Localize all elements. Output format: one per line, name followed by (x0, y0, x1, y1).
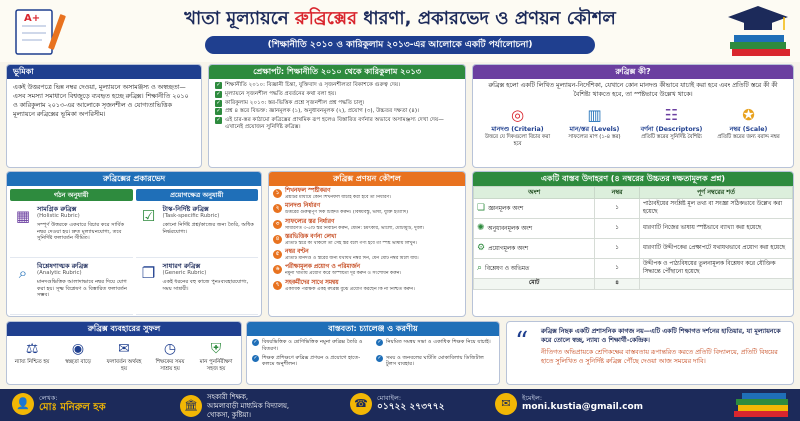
types-by-application (136, 189, 259, 315)
background-card (208, 64, 466, 168)
process-title: রুব্রিক্স প্রণয়ন কৌশল (269, 172, 465, 186)
check-icon: ✓ (253, 339, 258, 345)
puzzle-icon: ▦ (15, 207, 31, 225)
gear-icon: ⚙ (477, 242, 486, 253)
book-icon: ❏ (477, 202, 486, 213)
table-row: ❏ জ্ঞানমূলক অংশ ১ পাঠ্যবইয়ের সংশ্লিষ্ট মূল তথ্য বা সংজ্ঞা সঠিকভাবে উল্লেখ করা হয়েছে (474, 199, 793, 219)
process-step: ৪ স্তরভিত্তিক বর্ণনা লেখা প্রতিটি স্তরে কী থাকলে তা সেই স্তর বলে গণ্য হবে তা স্পষ্ট ভাষায় লিখুন। (273, 234, 461, 249)
phone-icon: ☎ (350, 393, 372, 415)
footer-author: 👤 লেখক: মোঃ মনিরুল হক (12, 393, 106, 415)
list-item: ✓ নিয়মিত সমন্বয় সভা ও একাধিক শিক্ষক নিয়ে যাচাই। (377, 339, 491, 345)
generic-icon: ❐ (141, 264, 156, 282)
example-table (473, 186, 793, 290)
check-icon: ✓ (216, 99, 221, 106)
rubric-types-card (6, 171, 262, 317)
building-icon: 🏛 (180, 395, 202, 417)
table-row: ⚙ প্রয়োগমূলক অংশ ১ ধারণাটি উদ্দীপকের প্রেক্ষাপটে যথাযথভাবে প্রয়োগ করা হয়েছে (474, 239, 793, 259)
list-item: ✓ সময় ও জনবলের ঘাটতি মোকাবিলায় ডিজিটাল টুলস ব্যবহার। (377, 354, 484, 368)
email-icon: ✉ (495, 393, 517, 415)
what-title: রুব্রিক্স কী? (473, 65, 793, 79)
type-generic: ❐ সাধারণ রুব্রিক্স (Generic Rubric) একই ধরনের বহু কাজে পুনঃব্যবহারযোগ্য, সময় সাশ্রয়ী। (136, 258, 259, 315)
check-icon: ✓ (377, 354, 382, 361)
check-icon: ✓ (216, 117, 221, 124)
list-item: ✓ এই চার-স্তর কাঠামো রুব্রিক্সের প্রাথমিক রূপ হলেও বিস্তারিত বর্ণনার অভাবে অসামঞ্জস্য দেখা দেয়—এখানেই প্রয়োজন সুনির্দিষ্ট রুব্রিক্স। (216, 117, 444, 131)
types-title: রুব্রিক্সের প্রকারভেদ (7, 172, 261, 186)
type-task-specific: ☑ টাস্ক-নির্দিষ্ট রুব্রিক্স (Task-specific Rubric) কোনো নির্দিষ্ট প্রশ্ন/কাজের জন্য তৈরি, অধিক নির্ভরযোগ্য। (136, 201, 259, 258)
intro-card (6, 64, 202, 168)
footer-organization: 🏛 সহকারী শিক্ষক, আমলাবাড়ী মাধ্যমিক বিদ্যালয়, খোকসা, কুষ্টিয়া। (180, 393, 289, 419)
types-col1-title: গঠন অনুযায়ী (10, 189, 133, 201)
check-icon: ✓ (216, 90, 221, 97)
rubric-process-card (268, 171, 466, 317)
eye-icon: ◉ (71, 341, 85, 357)
medal-icon: ✪ (742, 105, 755, 124)
process-step: ২ মানদণ্ড নির্ধারণ উত্তরের গুরুত্বপূর্ণ দিক চিহ্নিত করুন। (বিষয়বস্তু, ভাষা, যুক্তি ইত্যাদি) (273, 203, 461, 218)
list-item: ✓ শিক্ষানীতি ২০১০: বিজ্ঞানী চিন্তা, যুক্তিবাদ ও সৃজনশীলতা বিকাশকে গুরুত্ব দেয়। (216, 82, 401, 88)
types-by-structure (10, 189, 133, 315)
clock-icon: ◷ (163, 341, 177, 357)
feedback-icon: ✉ (118, 341, 130, 357)
email-address[interactable]: moni.kustia@gmail.com (522, 402, 644, 413)
quote-line-1: রুব্রিক্স নিছক একটি প্রশাসনিক কাগজ নয়—এটি একটি শিক্ষাগত দর্শনের হাতিয়ার, যা মূল্যায়নকে করে তোলে স্বচ্ছ, ন্যায্য ও শিক্ষার্থী-কেন্দ্রিক। (541, 328, 781, 345)
page-subtitle: (শিক্ষানীতি ২০১০ ও কারিকুলাম ২০১৩-এর আলোকে একটি পর্যালোচনা) (205, 36, 595, 54)
shield-icon: ⛨ (210, 341, 222, 357)
check-icon: ✓ (216, 82, 221, 88)
books-icon (730, 391, 794, 419)
footer (0, 389, 800, 421)
table-row: ✺ অনুধাবনমূলক অংশ ১ ধারণাটি নিজের ভাষায় স্পষ্টভাবে ব্যাখ্যা করা হয়েছে (474, 219, 793, 239)
example-title: একটি বাস্তব উদাহরণ (৪ নম্বরের উচ্চতর দক্ষতামূলক প্রশ্ন) (473, 172, 793, 186)
target-icon: ◎ (510, 105, 525, 124)
title-highlight: রুব্রিক্সের (294, 8, 358, 29)
component-criteria: ◎ মানদণ্ড (Criteria) উত্তরে যে দিকগুলো বিচার করা হবে (481, 105, 555, 149)
intro-title: ভূমিকা (7, 65, 201, 79)
scale-icon: ⚖ (25, 341, 39, 357)
types-col2-title: প্রয়োগক্ষেত্র অনুযায়ী (136, 189, 259, 201)
quote-line-2: নীতিগত অভিপ্রায়কে শ্রেণিকক্ষের বাস্তবতায় রূপান্তরিত করতে প্রতিটি বিদ্যালয়ে, প্রতিটি বিষয়ের হাতে সুলিখিত ও সুনির্দিষ্ট রুব্রিক্স পৌঁছে দেওয়া আজ সময়ের দাবি। (541, 349, 778, 366)
benefit-item: ◉ স্বচ্ছতা বাড়ে (59, 339, 97, 372)
user-icon: 👤 (12, 393, 34, 415)
type-analytic: ⌕ বিশ্লেষণাত্মক রুব্রিক্স (Analytic Rubric) মানদণ্ডভিত্তিক আলাদাভাবে নম্বর দিয়ে যোগ করা হয়। সূক্ষ্ম বিশ্লেষণ ও বিস্তারিত ফলাবর্তন সম্ভব। (10, 258, 133, 315)
benefits-title: রুব্রিক্স ব্যবহারের সুফল (7, 322, 241, 336)
what-is-rubric-card (472, 64, 794, 168)
descriptor-icon: ☷ (664, 105, 679, 124)
check-icon: ✓ (216, 108, 221, 115)
check-icon: ✓ (253, 354, 258, 361)
list-item: ✓ কারিকুলাম ২০১৩: স্তর-ভিত্তিক প্রশ্নে সৃজনশীল প্রশ্ন পদ্ধতি চালু। (216, 99, 365, 106)
background-title: প্রেক্ষাপট: শিক্ষানীতি ২০১০ থেকে কারিকুলাম ২০১৩ (209, 65, 465, 79)
challenges-title: বাস্তবতা: চ্যালেঞ্জ ও করণীয় (247, 322, 499, 336)
benefits-card (6, 321, 242, 385)
component-scale: ✪ নম্বর (Scale) প্রতিটি স্তরের জন্য বরাদ্দ নম্বর (712, 105, 786, 149)
process-step: ১ শিখনফল স্পষ্টীকরণ প্রশ্নটির মাধ্যমে কোন শিখনফল যাচাই করা হবে তা নির্ধারণ। (273, 188, 461, 203)
type-holistic: ▦ সামগ্রিক রুব্রিক্স (Holistic Rubric) সম্পূর্ণ উত্তরকে একবারে বিচার করে সার্বিক নম্বর দেওয়া হয়। দ্রুত মূল্যায়নযোগ্য, তবে সুনির্দিষ্ট ফলাবর্তন সীমিত। (10, 201, 133, 258)
analysis-icon: ⌕ (477, 262, 483, 273)
page-title: খাতা মূল্যায়নে রুব্রিক্সের ধারণা, প্রকারভেদ ও প্রণয়ন কৌশল (184, 8, 616, 29)
header (0, 0, 800, 62)
quote-icon: “ (515, 327, 529, 357)
mobile-number: ০১৭২২ ২৭৩৭৭২ (377, 402, 445, 413)
benefit-item: ⚖ ন্যায্য নিশ্চিত হয় (14, 341, 50, 365)
example-card (472, 171, 794, 317)
footer-email: ✉ ইমেইল: moni.kustia@gmail.com (495, 393, 643, 415)
list-item: ✓ শিক্ষক প্রশিক্ষণে রুব্রিক্স প্রণয়ন ও প্রয়োগে হাতে-কলমে অনুশীলন। (253, 354, 361, 368)
table-row: ⌕ বিশ্লেষণ ও অভিমত ১ উদ্দীপক ও পাঠ্যবিষয়ের তুলনামূলক বিশ্লেষণ করে যৌক্তিক সিদ্ধান্তে পৌঁছানো হয়েছে (474, 259, 793, 279)
graduation-cap-books-icon (722, 2, 794, 60)
conclusion-quote (506, 321, 794, 385)
task-icon: ☑ (141, 207, 156, 225)
benefit-item: ◷ শিক্ষকের সময় সাশ্রয় হয় (151, 339, 189, 372)
col-header-part: অংশ (474, 187, 595, 199)
component-descriptors: ☷ বর্ণনা (Descriptors) প্রতিটি স্তরের সুনির্দিষ্ট বৈশিষ্ট্য (635, 105, 709, 149)
process-step: ৬ পরীক্ষামূলক প্রয়োগ ও পরিমার্জন নমুনা খাতায় প্রয়োগ করে অস্পষ্টতা দূর করুন ও সংশোধন করুন। (273, 264, 461, 279)
benefit-item: ✉ ফলাবর্তন অর্থবহ হয় (106, 341, 142, 372)
table-total-row: মোট ৪ (474, 279, 793, 290)
levels-icon: ▥ (587, 105, 602, 124)
component-levels: ▥ মান/স্তর (Levels) সাফল্যের মাপ (১-৪ স্তর) (558, 105, 632, 149)
list-item: ✓ বিষয়ভিত্তিক ও শ্রেণিভিত্তিক নমুনা রুব্রিক্স তৈরি ও বিতরণ। (253, 339, 363, 352)
lightbulb-icon: ✺ (477, 222, 485, 233)
author-name: মোঃ মনিরুল হক (39, 401, 106, 413)
notebook-pen-icon (10, 4, 72, 58)
grade-mark: A+ (24, 13, 41, 24)
list-item: ✓ প্রশ্ন ৪ স্তরে বিভক্ত: জ্ঞানমূলক (১), অনুধাবনমূলক (২), প্রয়োগ (৩), উচ্চতর দক্ষতা (৪)। (216, 108, 420, 115)
intro-body: একই উত্তরপত্রে ভিন্ন নম্বর দেওয়া, মূল্যায়নে অসামঞ্জস্য ও অস্বচ্ছতা—এসব সমস্যা সমাধানে বিশ্বজুড়ে ব্যবহৃত হচ্ছে রুব্রিক্স। শিক্ষানীতি ২০১০ ও কারিকুলাম ২০১৩-এর আলোকে সৃজনশীল ও যোগ্যতাভিত্তিক মূল্যায়নে রুব্রিক্সের ভূমিকা অপরিসীম। (13, 84, 189, 119)
analytic-icon: ⌕ (18, 264, 28, 282)
list-item: ✓ মূল্যায়নে সৃজনশীল পদ্ধতি প্রবর্তনের কথা বলা হয়। (216, 90, 337, 97)
col-header-condition: পূর্ণ নম্বরের শর্ত (639, 187, 792, 199)
what-description: রুব্রিক্স হলো একটি লিখিত মূল্যায়ন-নির্দেশিকা, যেখানে কোন মানদণ্ড কীভাবে যাচাই করা হবে এবং প্রতিটি স্তরে কী কী বৈশিষ্ট্য থাকতে হবে, তা স্পষ্টভাবে উল্লেখ থাকে। (488, 82, 778, 98)
process-step: ৫ নম্বর বণ্টন প্রতিটি মানদণ্ড ও স্তরের জন্য যথাযথ নম্বর দিন, যেন মোট নম্বর মিলে যায়। (273, 249, 461, 264)
footer-mobile: ☎ মোবাইল: ০১৭২২ ২৭৩৭৭২ (350, 393, 445, 415)
col-header-marks: নম্বর (595, 187, 640, 199)
challenges-card (246, 321, 500, 385)
benefit-item: ⛨ মান পুনর্নিরীক্ষণ সহজ হয় (197, 339, 235, 372)
process-step: ৩ সাফল্যের স্তর নির্ধারণ সাধারণত ৩-৫টি স্তর নির্বাচন করুন, যেমন: চমৎকার, ভালো, মোটামুটি, দুর্বল। (273, 219, 461, 234)
check-icon: ✓ (377, 339, 382, 345)
process-step: ৭ সহকর্মীদের সাথে সমন্বয় একাধিক পরীক্ষক একই রুব্রিক্স বুঝে প্রয়োগ করছেন কি না নিশ্চিত করুন। (273, 280, 461, 295)
